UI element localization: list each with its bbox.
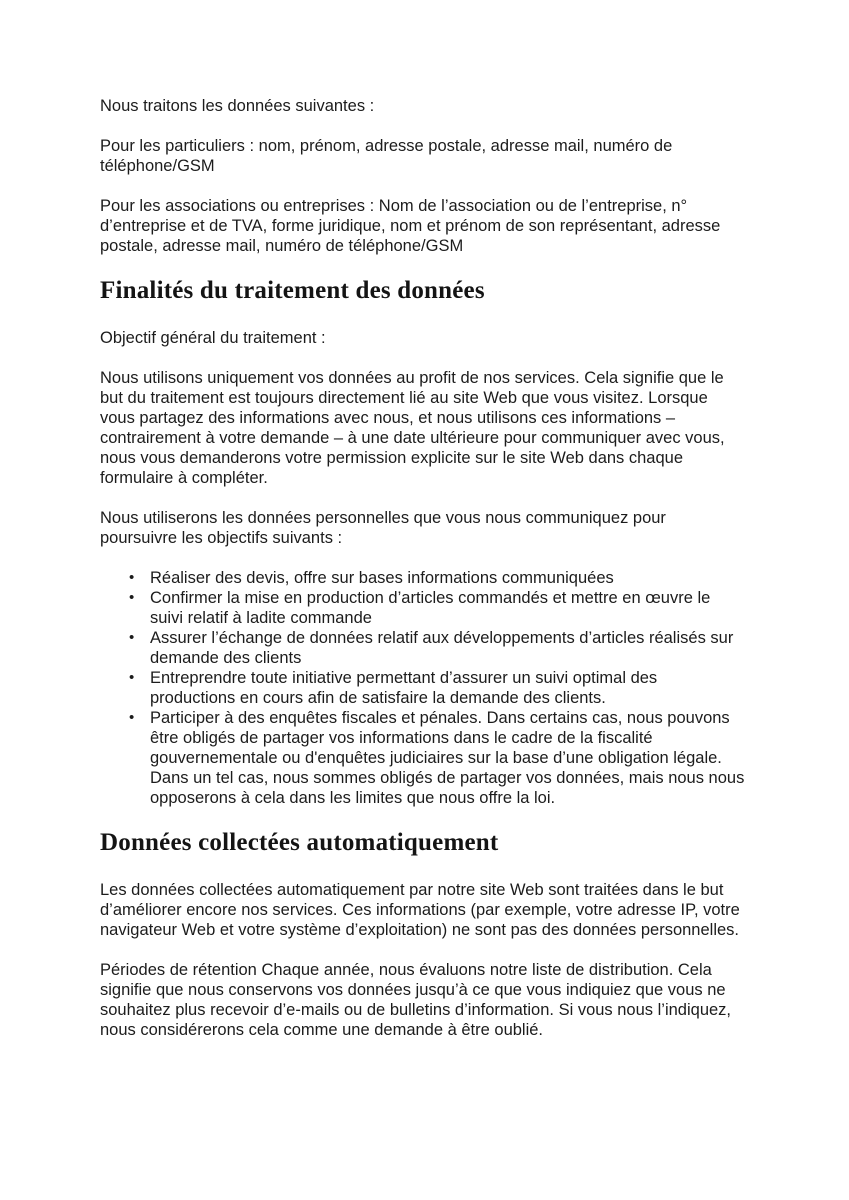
paragraph: Objectif général du traitement :: [100, 329, 326, 347]
list-item: • Confirmer la mise en production d’articles commandés et mettre en œuvre le suivi relatif à ladite commande: [150, 588, 747, 628]
list-item: • Entreprendre toute initiative permettant d’assurer un suivi optimal des productions en cours afin de satisfaire la demande des clients.: [150, 668, 747, 708]
paragraph: Nous utiliserons les données personnelles que vous nous communiquez pour poursuivre les objectifs suivants :: [100, 509, 666, 547]
list-item: • Assurer l’échange de données relatif aux développements d’articles réalisés sur demande des clients: [150, 628, 747, 668]
bullet-list: [100, 568, 747, 808]
paragraph: Nous traitons les données suivantes :: [100, 97, 375, 115]
paragraph: Les données collectées automatiquement par notre site Web sont traitées dans le but d’améliorer encore nos services. Ces informations (par exemple, votre adresse IP, votre navigateur Web et votre système d’exploitation) ne sont pas des données personnelles.: [100, 881, 740, 939]
list-item: • Participer à des enquêtes fiscales et pénales. Dans certains cas, nous pouvons être obligés de partager vos informations dans le cadre de la fiscalité gouvernementale ou d'enquêtes judiciaires sur la base d’une obligation légale. Dans un tel cas, nous sommes obligés de partager vos données, mais nous nous opposerons à cela dans les limites que nous offre la loi.: [150, 708, 747, 808]
section-heading: Données collectées automatiquement: [100, 829, 499, 856]
paragraph: Périodes de rétention Chaque année, nous évaluons notre liste de distribution. Cela signifie que nous conservons vos données jusqu’à ce que vous indiquiez que vous ne souhaitez plus recevoir d’e-mails ou de bulletins d’information. Si vous nous l’indiquez, nous considérerons cela comme une demande à être oublié.: [100, 961, 732, 1039]
paragraph: Pour les particuliers : nom, prénom, adresse postale, adresse mail, numéro de téléphone/GSM: [100, 137, 673, 175]
section-heading: Finalités du traitement des données: [100, 277, 485, 304]
paragraph: Nous utilisons uniquement vos données au profit de nos services. Cela signifie que le but du traitement est toujours directement lié au site Web que vous visitez. Lorsque vous partagez des informations avec nous, et nous utilisons ces informations – contrairement à votre demande – à une date ultérieure pour communiquer avec vous, nous vous demanderons votre permission explicite sur le site Web dans chaque formulaire à compléter.: [100, 369, 725, 487]
list-item: • Réaliser des devis, offre sur bases informations communiquées: [150, 568, 747, 588]
paragraph: Pour les associations ou entreprises : Nom de l’association ou de l’entreprise, n° d’entreprise et de TVA, forme juridique, nom et prénom de son représentant, adresse postale, adresse mail, numéro de téléphone/GSM: [100, 197, 721, 255]
